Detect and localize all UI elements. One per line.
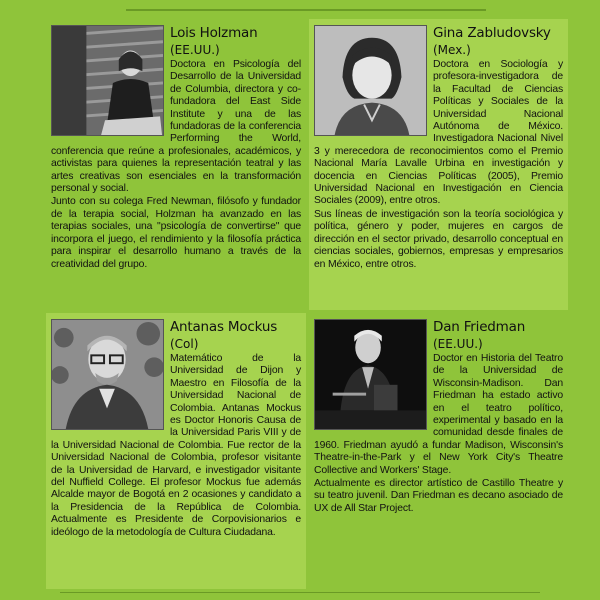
profile-card-lois-holzman bbox=[46, 19, 306, 310]
profile-country: (EE.UU.) bbox=[170, 43, 220, 57]
bottom-divider bbox=[60, 592, 540, 593]
profile-card-antanas-mockus bbox=[46, 313, 306, 589]
profile-card-gina-zabludovsky bbox=[309, 19, 568, 310]
profile-name: Gina Zabludovsky bbox=[433, 25, 551, 41]
portrait-man-stage-photo bbox=[314, 319, 427, 430]
profile-card-dan-friedman bbox=[309, 313, 568, 589]
bio-paragraph: Matemático de la Universidad de Dijon y Maestro en Filosofía de la Universidad Nacional de Colombia. Antanas Mockus es Doctor Honoris Causa de la Universidad Paris VIII y de la Universidad Nacional de Colombia. Fue rector de la Universidad Nacional de Colombia, profesor visitante de la Universidad de Harvard, e investigador visitante del Nuffield College. El profesor Mockus fue además Alcalde mayor de Bogotá en 2 ocasiones y candidato a la Presidencia de la República de Colombia. Actualmente es Presidente de Corpovisionarios e ideólogo de la metodología de Cultura Ciudadana. bbox=[51, 353, 301, 538]
portrait-woman-photo bbox=[314, 25, 427, 136]
bio-paragraph: Actualmente es director artístico de Castillo Theatre y su teatro juvenil. Dan Friedman es decano asociado de UX de All Star Project. bbox=[314, 478, 563, 514]
bio-paragraph: Junto con su colega Fred Newman, filósofo y fundador de la terapia social, Holzman ha avanzado en las terapias sociales, una "psicología de convertirse" que incorpora el juego, el rendimiento y la filosofía práctica para inspirar el desarrollo humano a través de la creatividad del grupo. bbox=[51, 196, 301, 270]
profile-name: Lois Holzman bbox=[170, 25, 258, 41]
portrait-man-glasses-photo bbox=[51, 319, 164, 430]
top-divider bbox=[126, 9, 486, 11]
bio-paragraph: Doctora en Sociología y profesora-investigadora de la Facultad de Ciencias Políticas y Sociales de la Universidad Nacional Autónoma de México. Investigadora Nacional Nivel 3 y merecedora de reconocimientos como el Premio Nacional María Lavalle Urbina en investigación y docencia en Ciencias Políticas (2005), Premio Universidad Nacional en Investigación en Ciencia Sociales (2009), entre otros. bbox=[314, 59, 563, 207]
profile-name: Antanas Mockus bbox=[170, 319, 278, 335]
portrait-woman-seated-photo bbox=[51, 25, 164, 136]
bio-paragraph: Doctor en Historia del Teatro de la Universidad de Wisconsin-Madison. Dan Friedman ha estado activo en el teatro político, experimental y basado en la comunidad desde finales de 1960. Friedman ayudó a fundar Madison, Wisconsin's Theatre-in-the-Park y el New York City's Theatre Collective and Workers' Stage. bbox=[314, 353, 563, 476]
profile-name: Dan Friedman bbox=[433, 319, 526, 335]
bio-paragraph: Sus líneas de investigación son la teoría sociológica y política, género y poder, mujeres en cargos de dirección en el sector privado, desarrollo conceptual en ciencias sociales, gobiernos, empresas y empresarios en México, entre otros. bbox=[314, 208, 563, 270]
bio-paragraph: Doctora en Psicología del Desarrollo de la Universidad de Columbia, directora y co-fundadora del East Side Institute y una de las fundadoras de la conferencia Performing the World, conferencia que reúne a profesionales, académicos, y activistas para quienes la representación teatral y las artes creativas son esenciales en la transformación personal y social. bbox=[51, 59, 301, 195]
profile-country: (EE.UU.) bbox=[433, 337, 483, 351]
profile-country: (Col) bbox=[170, 337, 199, 351]
profile-country: (Mex.) bbox=[433, 43, 471, 57]
